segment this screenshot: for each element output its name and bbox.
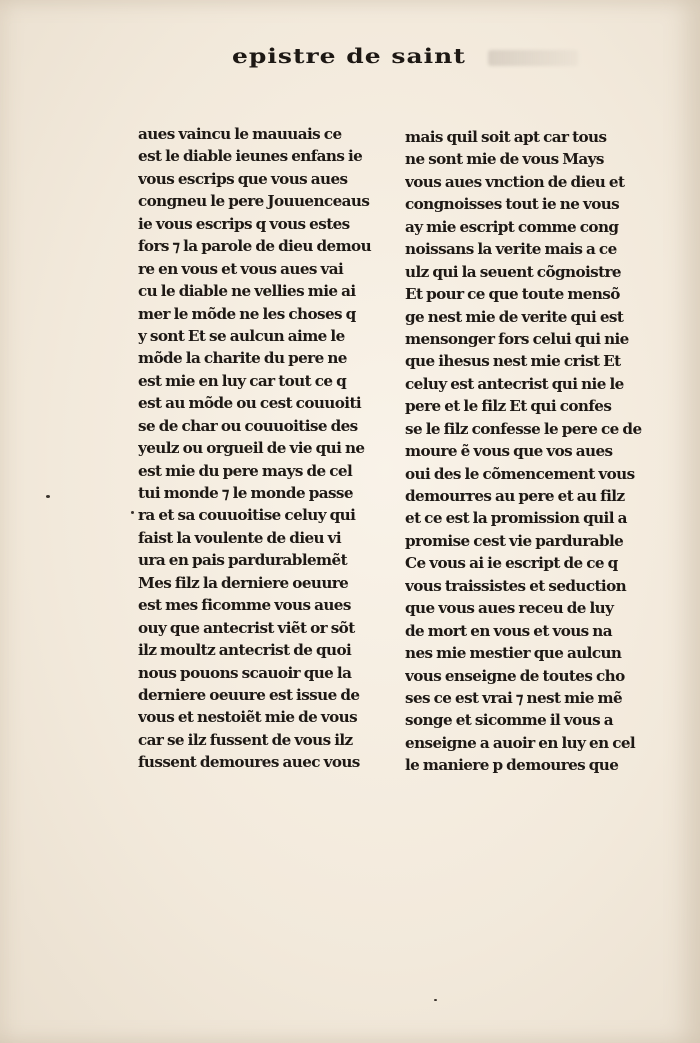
text-line: se le filz confesse le pere ce de (405, 419, 642, 438)
text-line: cu le diable ne vellies mie ai (138, 282, 356, 301)
text-line: yeulz ou orgueil de vie qui ne (138, 439, 365, 458)
text-line: mensonger fors celui qui nie (405, 329, 629, 348)
text-line: fussent demoures auec vous (138, 753, 360, 772)
text-line: est mes ficomme vous aues (138, 596, 351, 615)
text-line: mais quil soit apt car tous (405, 128, 607, 146)
text-line: se de char ou couuoitise des (138, 416, 358, 435)
text-line: mõde la charite du pere ne (138, 349, 347, 368)
text-line: ne sont mie de vous Mays (405, 150, 604, 169)
text-line: le maniere p demoures que (405, 756, 619, 775)
text-line: derniere oeuure est issue de (138, 685, 360, 704)
text-line: Mes filz la derniere oeuure (138, 573, 349, 592)
text-line: promise cest vie pardurable (405, 531, 624, 550)
text-line: celuy est antecrist qui nie le (405, 374, 624, 393)
text-line: congneu le pere Jouuenceaus (138, 192, 370, 211)
text-line: est mie du pere mays de cel (138, 461, 353, 480)
text-line: pere et le filz Et qui confes (405, 397, 612, 416)
text-line: est le diable ieunes enfans ie (138, 147, 363, 166)
text-line: car se ilz fussent de vous ilz (138, 730, 353, 749)
text-column-left (138, 123, 376, 774)
text-line: que vous aues receu de luy (405, 599, 614, 618)
ink-speck (46, 495, 50, 498)
text-line: Et pour ce que toute mensõ (405, 285, 620, 304)
text-line: ay mie escript comme cong (405, 217, 619, 236)
text-line: ura en pais pardurablemẽt (138, 551, 347, 570)
text-line: aues vaincu le mauuais ce (138, 125, 342, 143)
text-line: noissans la verite mais a ce (405, 240, 617, 259)
text-line: enseigne a auoir en luy en cel (405, 733, 636, 752)
text-line: nous pouons scauoir que la (138, 663, 352, 682)
text-column-right (405, 126, 645, 777)
text-line: demourres au pere et au filz (405, 487, 625, 505)
text-line: est au mõde ou cest couuoiti (138, 394, 362, 413)
text-line: ie vous escrips q vous estes (138, 214, 350, 233)
text-line: ra et sa couuoitise celuy qui (138, 506, 356, 525)
text-line: vous traissistes et seduction (405, 576, 627, 595)
text-line: que ihesus nest mie crist Et (405, 352, 621, 371)
text-line: ouy que antecrist viẽt or sõt (138, 618, 355, 637)
text-line: est mie en luy car tout ce q (138, 371, 347, 390)
running-head: epistre de saint (232, 44, 466, 68)
text-line: mer le mõde ne les choses q (138, 304, 356, 323)
text-line: nes mie mestier que aulcun (405, 644, 622, 663)
text-line: congnoisses tout ie ne vous (405, 195, 620, 214)
text-line: de mort en vous et vous na (405, 621, 612, 640)
text-line: vous aues vnction de dieu et (405, 172, 625, 191)
text-line: ulz qui la seuent cõgnoistre (405, 262, 621, 281)
text-line: vous escrips que vous aues (138, 169, 348, 188)
text-line: Ce vous ai ie escript de ce q (405, 554, 618, 573)
show-through-stain (488, 50, 578, 66)
text-line: vous enseigne de toutes cho (405, 666, 625, 685)
text-line: fors ⁊ la parole de dieu demou (138, 237, 372, 256)
ink-speck (131, 511, 134, 514)
text-line: faist la voulente de dieu vi (138, 528, 342, 547)
text-line: vous et nestoiẽt mie de vous (138, 708, 358, 727)
text-line: y sont Et se aulcun aime le (138, 326, 345, 345)
text-line: tui monde ⁊ le monde passe (138, 484, 353, 502)
text-line: et ce est la promission quil a (405, 509, 627, 528)
text-line: moure ẽ vous que vos aues (405, 442, 613, 461)
ink-speck (434, 999, 437, 1001)
text-line: ge nest mie de verite qui est (405, 307, 624, 326)
text-line: oui des le cõmencement vous (405, 464, 635, 483)
text-line: ses ce est vrai ⁊ nest mie mẽ (405, 688, 623, 707)
text-line: re en vous et vous aues vai (138, 259, 344, 278)
text-line: songe et sicomme il vous a (405, 711, 613, 730)
text-line: ilz moultz antecrist de quoi (138, 641, 352, 660)
